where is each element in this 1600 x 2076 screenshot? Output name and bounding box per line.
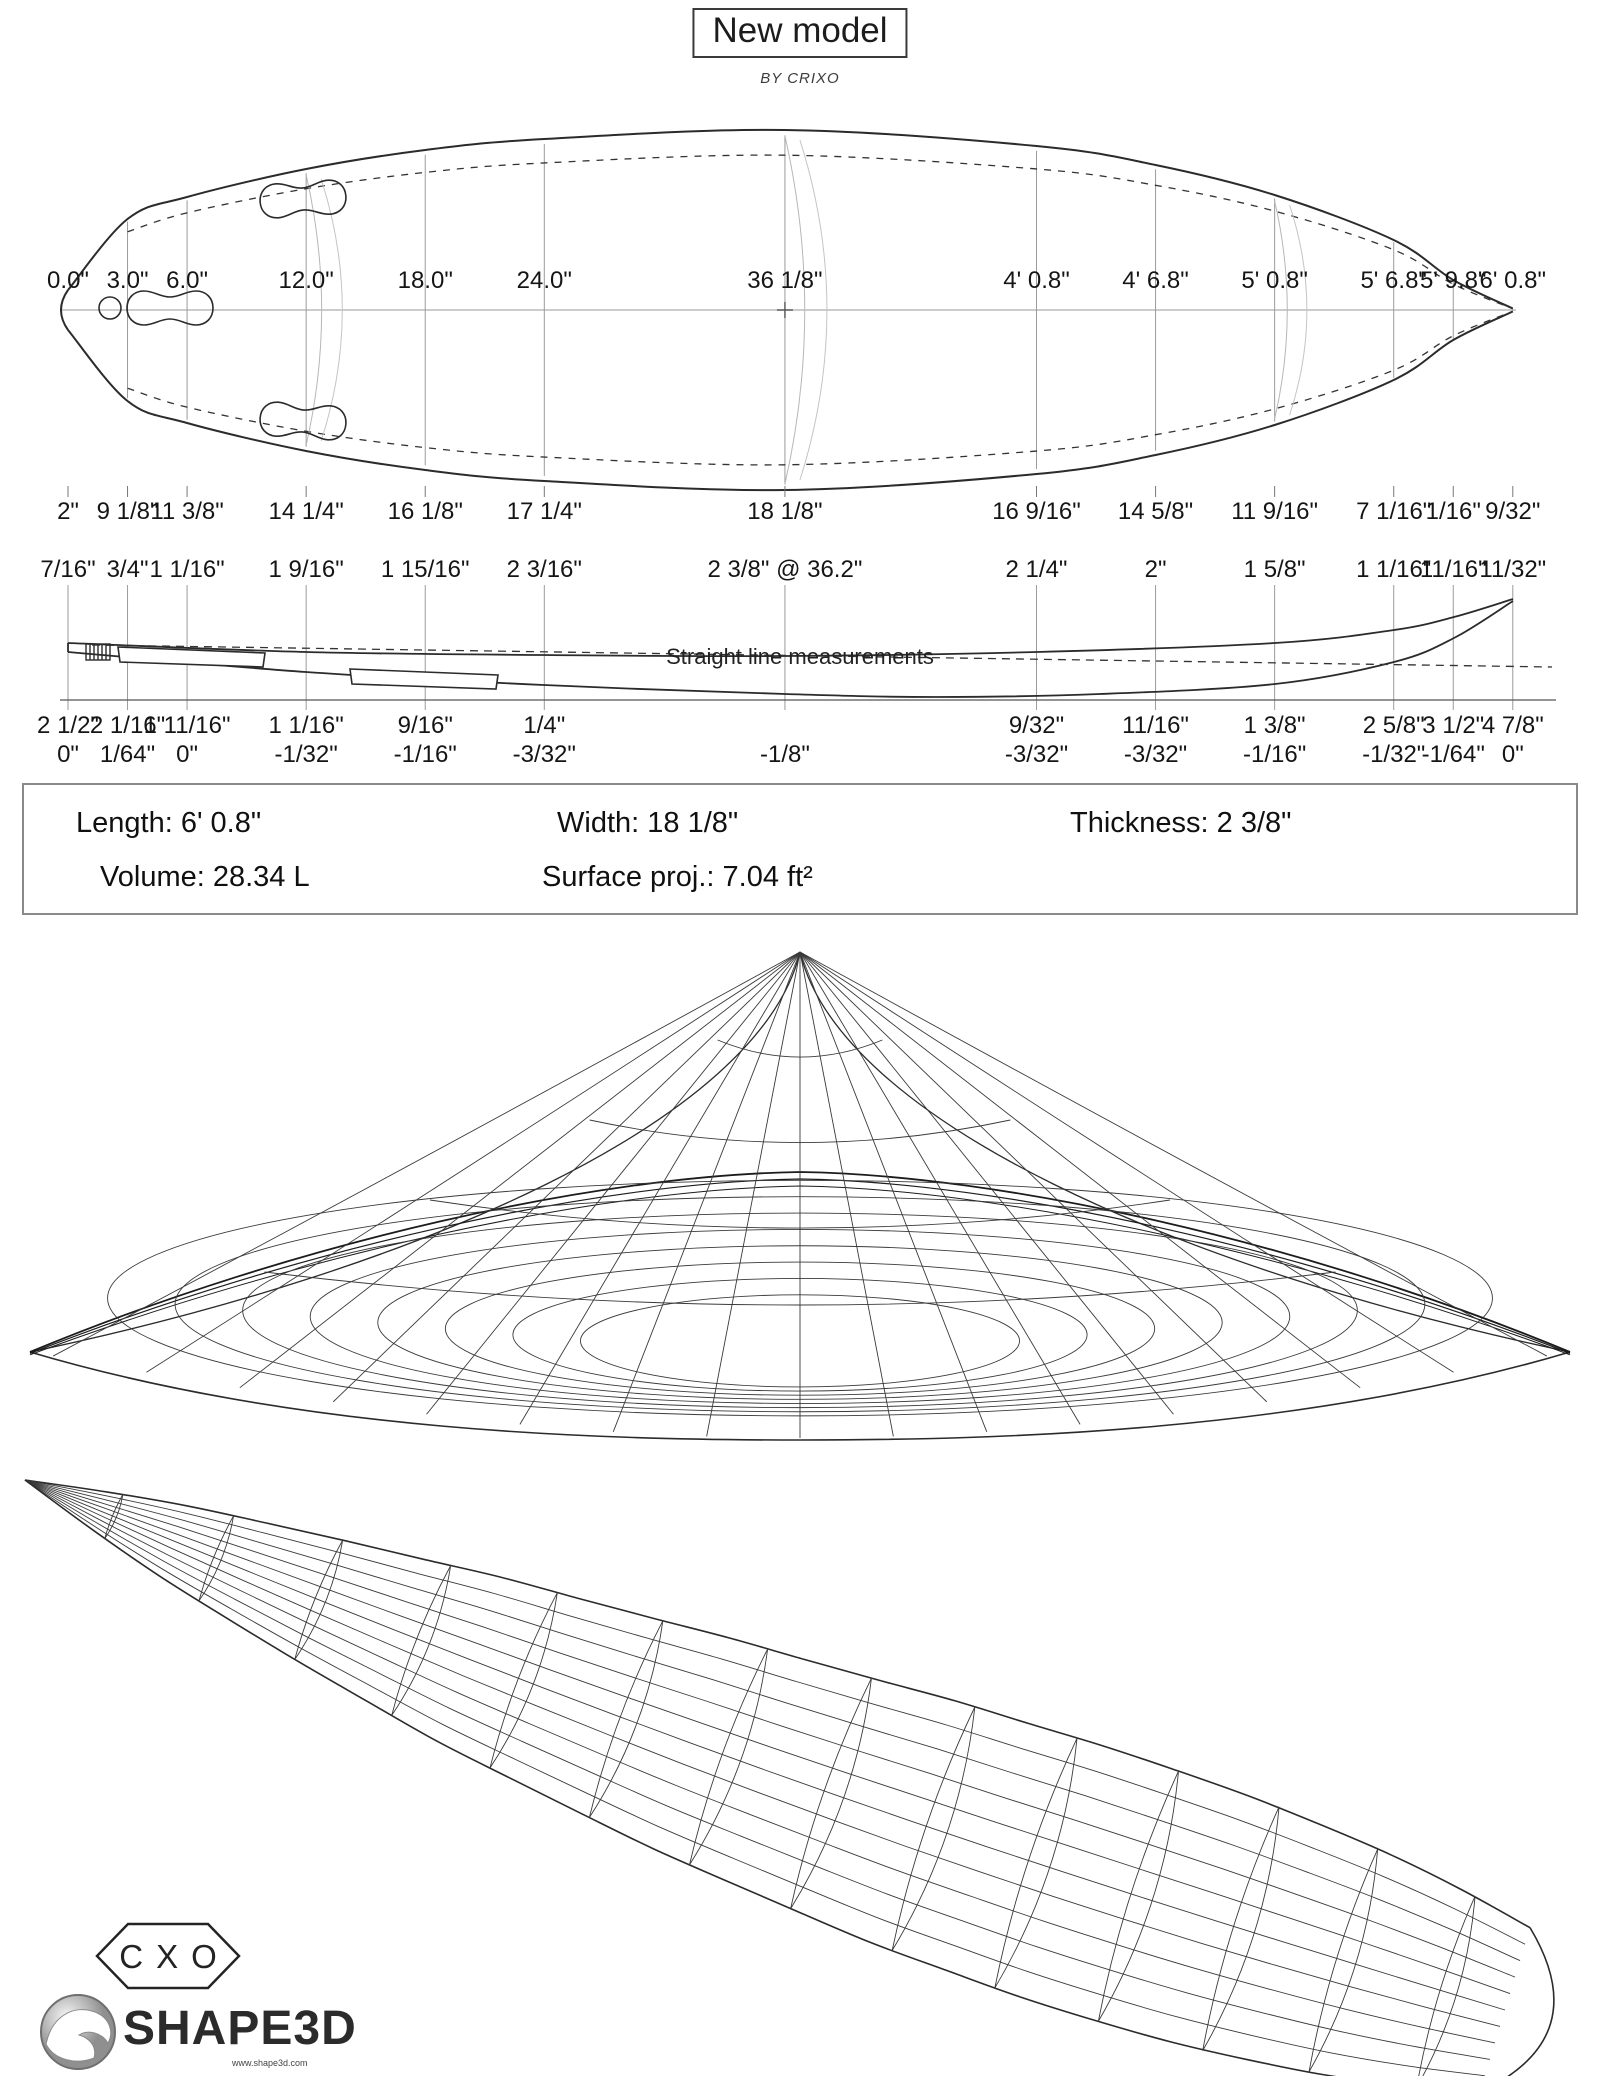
station-position-label: 12.0" xyxy=(278,267,334,294)
width-measurement-label: 11 3/8" xyxy=(150,498,224,525)
wireframe-perspective-view xyxy=(25,1480,1554,2076)
wireframe-front-view xyxy=(30,952,1570,1440)
station-position-label: 4' 0.8" xyxy=(1003,267,1070,294)
rocker-measurement-label: 9/32" xyxy=(1008,712,1065,739)
rocker-measurement-label: 1 11/16" xyxy=(143,712,231,739)
width-measurement-label: 9 1/8" xyxy=(96,498,159,525)
thickness-spec xyxy=(1070,807,1291,840)
rocker-measurement-label: 9/16" xyxy=(397,712,453,739)
bottom-contour-measurement-label: -1/64" xyxy=(1421,741,1485,768)
shape3d-website-text: www.shape3d.com xyxy=(232,2058,308,2068)
surface-value: 7.04 ft² xyxy=(722,861,813,893)
shape3d-wave-icon xyxy=(41,1995,115,2069)
thickness-measurement-label: 2" xyxy=(1144,556,1167,583)
station-position-label: 5' 6.8" xyxy=(1360,267,1427,294)
bottom-contour-measurement-label: -3/32" xyxy=(512,741,576,768)
volume-label: Volume: xyxy=(100,861,205,893)
bottom-contour-measurement-label: -1/8" xyxy=(759,741,810,768)
thickness-measurement-label: 7/16" xyxy=(40,556,96,583)
rocker-measurement-label: 1 3/8" xyxy=(1243,712,1306,739)
width-measurement-label: 2" xyxy=(57,498,79,525)
bottom-contour-measurement-label: -3/32" xyxy=(1123,741,1188,768)
thickness-label: Thickness: xyxy=(1070,807,1209,839)
station-position-label: 5' 0.8" xyxy=(1241,267,1308,294)
station-position-label: 36 1/8" xyxy=(747,267,823,294)
width-measurement-label: 14 1/4" xyxy=(268,498,344,525)
bottom-contour-measurement-label: 1/64" xyxy=(99,741,156,768)
station-position-label: 3.0" xyxy=(106,267,149,294)
station-position-label: 24.0" xyxy=(516,267,572,294)
thickness-measurement-label: 11/32" xyxy=(1479,556,1547,583)
bottom-contour-measurement-label: 0" xyxy=(176,741,198,768)
thickness-value: 2 3/8" xyxy=(1216,807,1292,839)
rocker-measurement-label: 11/16" xyxy=(1122,712,1189,739)
straight-line-measurements-label: Straight line measurements xyxy=(666,644,934,669)
dimensions-box xyxy=(22,783,1578,915)
station-position-label: 18.0" xyxy=(397,267,453,294)
volume-spec xyxy=(100,861,310,894)
station-position-label: 6.0" xyxy=(166,267,209,294)
bottom-contour-measurement-label: -1/16" xyxy=(393,741,457,768)
width-label: Width: xyxy=(557,807,640,839)
bottom-contour-measurement-label: -1/16" xyxy=(1243,741,1307,768)
topview-plan xyxy=(60,130,1516,497)
thickness-measurement-label: 1 15/16" xyxy=(380,556,470,583)
thickness-measurement-label: 11/16" xyxy=(1419,556,1487,583)
width-measurement-label: 7 1/16" xyxy=(1356,498,1432,525)
bottom-contour-measurement-label: -1/32" xyxy=(274,741,338,768)
surface-spec xyxy=(542,861,813,894)
thickness-measurement-label: 1 9/16" xyxy=(268,556,344,583)
rocker-measurement-label: 2 5/8" xyxy=(1362,712,1425,739)
rocker-measurement-label: 2 1/2" xyxy=(37,712,99,739)
width-measurement-label: 9/32" xyxy=(1485,498,1541,525)
station-position-label: 4' 6.8" xyxy=(1122,267,1189,294)
width-spec xyxy=(557,807,738,840)
rocker-measurement-label: 1 1/16" xyxy=(268,712,344,739)
station-position-label: 6' 0.8" xyxy=(1479,267,1547,294)
width-measurement-label: 16 9/16" xyxy=(992,498,1081,525)
length-value: 6' 0.8" xyxy=(180,807,262,839)
rocker-measurement-label: 4 7/8" xyxy=(1481,712,1544,739)
bottom-contour-measurement-label: 0" xyxy=(1501,741,1524,768)
width-measurement-label: 16 1/8" xyxy=(387,498,463,525)
cxo-badge-text: CXO xyxy=(119,1938,230,1975)
byline: BY CRIXO xyxy=(760,70,840,87)
bottom-contour-measurement-label: -1/32" xyxy=(1362,741,1426,768)
thickness-measurement-label: 2 3/8" @ 36.2" xyxy=(707,556,863,583)
width-measurement-label: 11 9/16" xyxy=(1231,498,1319,525)
length-label: Length: xyxy=(76,807,173,839)
page-title: New model xyxy=(692,8,907,58)
volume-value: 28.34 L xyxy=(212,861,310,893)
station-position-label: 5' 9.8" xyxy=(1420,267,1487,294)
thickness-measurement-label: 1 1/16" xyxy=(149,556,225,583)
length-spec xyxy=(76,807,261,840)
width-measurement-label: 17 1/4" xyxy=(506,498,582,525)
rocker-measurement-label: 2 1/16" xyxy=(89,712,166,739)
width-measurement-label: 18 1/8" xyxy=(747,498,823,525)
width-measurement-label: 14 5/8" xyxy=(1117,498,1194,525)
rocker-measurement-label: 1/4" xyxy=(523,712,566,739)
width-value: 18 1/8" xyxy=(647,807,739,839)
shape3d-logo-text: SHAPE3D xyxy=(123,2002,357,2055)
thickness-measurement-label: 3/4" xyxy=(106,556,149,583)
width-measurement-label: 1/16" xyxy=(1425,498,1481,525)
thickness-measurement-label: 2 1/4" xyxy=(1005,556,1068,583)
station-position-label: 0.0" xyxy=(47,267,89,294)
thickness-measurement-label: 2 3/16" xyxy=(506,556,582,583)
thickness-measurement-label: 1 5/8" xyxy=(1243,556,1306,583)
bottom-contour-measurement-label: 0" xyxy=(57,741,79,768)
surface-label: Surface proj.: xyxy=(542,861,715,893)
bottom-contour-measurement-label: -3/32" xyxy=(1004,741,1069,768)
rocker-measurement-label: 3 1/2" xyxy=(1422,712,1485,739)
thickness-measurement-label: 1 1/16" xyxy=(1356,556,1432,583)
